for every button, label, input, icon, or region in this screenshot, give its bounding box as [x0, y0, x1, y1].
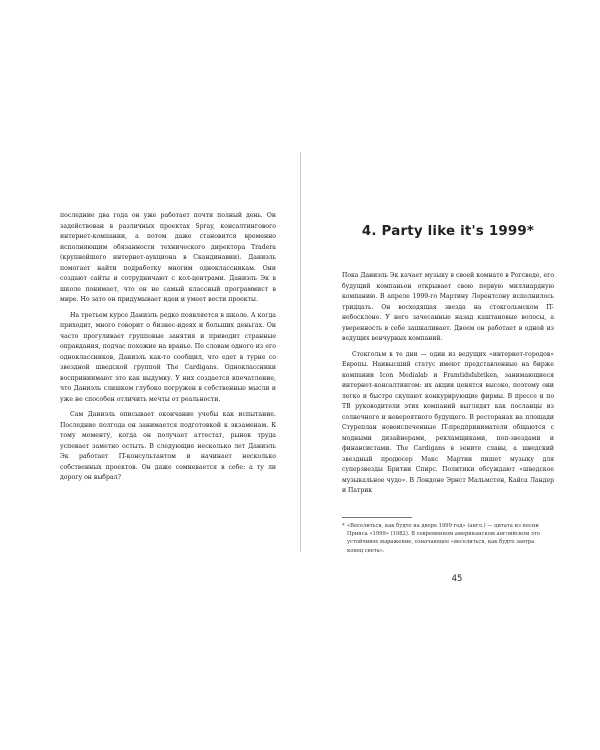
page-number: 45 — [451, 573, 463, 583]
footnote-divider — [342, 517, 412, 518]
body-paragraph: Сам Даниэль описывает окончание учебы как испытание. Последние полгода он занимается подготовкой к экзаменам. К тому моменту, когда он получает аттестат, рынок труда успевает заметно остыть. В следующие несколько лет Даниэль Эк работает IT-консультантом и начинает несколько собственных проектов. Он даже сомневается в себе: а ту ли дорогу он выбрал? — [60, 411, 276, 482]
right-page — [342, 224, 554, 497]
chapter-title: 4. Party like it's 1999* — [361, 224, 535, 239]
footnote-text: «Веселиться, как будто на дворе 1999 год» (англ.) — цитата из песни Принса «1999» (1982). В современном американском английском это устойчивое выражение, означающее «веселиться, как будто завтра конец света». — [347, 523, 540, 554]
footnote — [342, 522, 552, 555]
footnote-marker: * — [342, 523, 345, 529]
body-paragraph: Пока Даниэль Эк качает музыку в своей комнате в Рогсведе, его будущий компаньон открывает свою первую миллиардную компанию. В апреле 1999-го Мартину Лорентсону исполнилось тридцать. Он восходящая звезда на стокгольмском IT-небосклоне. У него зачесанные назад каштановые волосы, а уверенность в себе зашкаливает. Двеем он работает в одной из ведущих венчурных компаний. — [342, 272, 554, 342]
body-paragraph: На третьем курсе Даниэль редко появляется в школе. А когда приходит, много говорит о бизнес-идеях и больших деньгах. Он часто прогуливает групповые занятия и приводит странные оправдания, подчас похожие на вранье. По словам одного из его одноклассников, Даниэль как-то сообщил, что едет в турне со звездной шведской группой The Cardigans. Одноклассники восприниимают это как выдумку. У них создается впечатление, что Даниэль слишком глубоко погружен в собственные мысли и уже не способен отличить мечты от реальности. — [60, 311, 276, 403]
left-page — [60, 211, 276, 484]
body-paragraph: Стокгольм в те дни — один из ведущих «интернет-городов» Европы. Наивысший статус имеют представленные на бирже компании Icon Medialab и Framtidsfabriken, занимающиеся интернет-консалтингом: их акции ценятся высоко, поэтому они легко и быстро скупают конкурирующие фирмы. В прессе и по ТВ руководители этих компаний выглядят как посланцы из солнечного и невероятного будущего. В ресторанах на площади Стуреплан новоиспеченные IT-предприниматели общаются с модными дизайнерами, рекламщиками, поп-звездами и финансистами. The Cardigans в зените славы, а шведский звездный продюсер Макс Мартин пишет музыку для суперзвезды Бритни Спирс. Политики обсуждают «шведское музыкальное чудо». В Лондоне Эрнст Мальмстен, Кайса Ландер и Патрик — [342, 350, 554, 495]
chapter-body — [342, 271, 554, 497]
body-paragraph: последние два года он уже работает почти полный день. Он задействован в различных проектах Spray, консалтингового интернет-компании, а потом даже становится временно исполняющим обязанности технического директора Tradera (крупнейшего интернет-аукциона в Скандинавии). Даниэль помогает найти подработку многим одноклассникам. Они создают сайты и сотрудничают с кол-центрами. Даниэль Эк в школе понимает, что он не самый классный программист в мире. Но зато он придумывает идеи и умеет вести проекты. — [60, 212, 276, 303]
page-gutter — [300, 152, 301, 552]
